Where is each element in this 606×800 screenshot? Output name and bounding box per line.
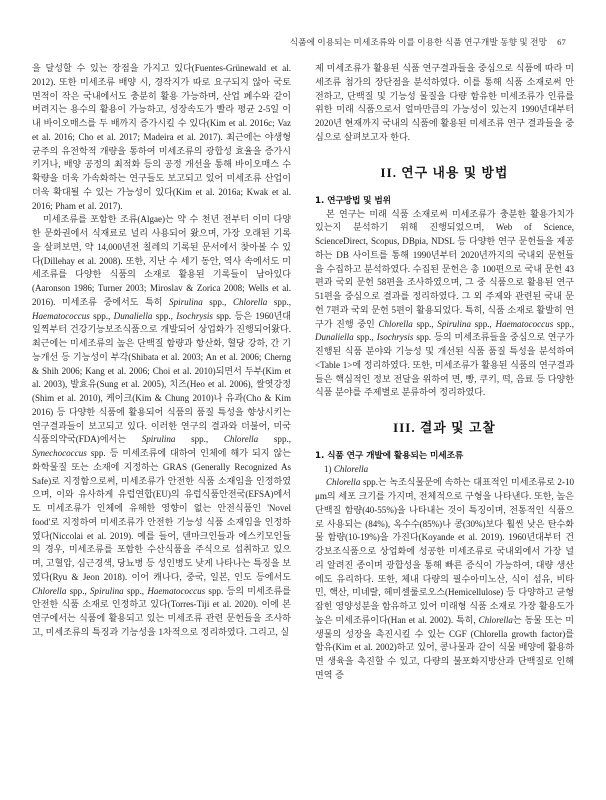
species-haematococcus: Haematococcus [32,310,90,321]
spp-sep-3: spp., [89,310,114,321]
species-haematococcus-method: Haematococcus [495,318,554,329]
species-chlorella-method: Chlorella [378,318,413,329]
spp-sep-2: spp., [267,296,291,307]
paragraph-chlorella-description [315,476,574,682]
species-isochrysis: Isochrysis [176,310,213,321]
spp-sep-6: spp., [258,434,291,445]
paragraph-algae-history [32,213,291,639]
paragraph-chlorella-text-a: spp.는 녹조식물문에 속하는 대표적인 미세조류로 2-10 μm의 세포 크기를 가지며, 전체적으로 구형을 나타낸다. 또한, 높은 단백질 함량(40-55%)을 나타내는 것이 특징이며, 전통적인 식품으로 사용되는 (84%), 옥수수(85%)나 콩(30%)보다 훨씬 낮은 탄수화물 함량(10-19%)을 가진다(Koyande et al. 2019). 1960년대부터 건강보조식품으로 상업화에 성공한 미세조류로 국내외에서 가장 널리 알려진 종이며 광합성을 통해 빠른 증식이 가능하여, 대량 생산에도 유리하다. 또한, 체내 다량의 필수아미노산, 식이 섬유, 비타민, 핵산, 미네랄, 헤미셀룰로오스(Hemicellulose) 등 다양하고 균형 잡힌 영양성분을 함유하고 있어 미래형 식품 소재로 가장 활용도가 높은 미세조류이다(Han et al. 2002). 특히, [315,477,574,625]
species-chlorella-intl: Chlorella [32,585,67,596]
spp-sep-m4: spp., [353,332,377,343]
spacer-before-section-2 [315,145,574,166]
spp-sep-m2: spp., [470,318,496,329]
spp-sep-1: spp., [202,296,233,307]
species-spirulina-fda: Spirulina [141,434,176,445]
paragraph-algae-history-text-a: 미세조류를 포함한 조류(Algae)는 약 수 천년 전부터 이미 다양한 문화권에서 식재료로 널리 사용되어 왔으며, 가장 오래된 기록을 살펴보면, 약 14,000년전 칠레의 기록된 문서에서 찾아볼 수 있다(Dillehay et al. 2008). 또한, 지난 수 세기 동안, 역사 속에서도 미세조류를 다양한 식품의 소재로 활용된 기록들이 남아있다(Aaronson 1986; Turner 2003; Miroslav & Zorica 2008; Wells et al. 2016). 미세조류 중에서도 특히 [32,214,291,307]
spp-sep-8: spp., [123,585,148,596]
paragraph-fda-gras-text: spp. 등 미세조류에 대하여 인체에 해가 되지 않는 화학물질 또는 소재에 지정하는 GRAS (Generally Recognized As Safe)로 지정함으로써, 미세조류가 안전한 식품 소재임을 인정하였으며, 이와 유사하게 유럽연합(EU)의 유럽식품안전국(EFSA)에서도 미세조류가 인체에 유해한 영향이 없는 안전식품인 'Novel food'로 지정하여 미세조류가 안전한 기능성 식품 소재임을 인정하였다(Niccolai et al. 2019). 예를 들어, 덴마크인들과 에스키모인들의 경우, 미세조류를 포함한 수산식품을 주식으로 섭취하고 있으며, 고혈압, 심근경색, 당뇨병 등 성인병도 낮게 나타나는 특징을 보였다(Ryu & Jeon 2018). 이어 캐나다, 중국, 일본, 인도 등에서도 [32,448,291,582]
running-header [40,36,566,48]
species-dunaliella-method: Dunaliella [315,332,354,343]
spacer-after-section-3 [315,435,574,450]
spp-sep-7: spp., [66,585,91,596]
right-column [315,62,574,683]
species-haematococcus-intl: Haematococcus [147,585,206,596]
subsection-heading-research-method: 1. 연구방법 및 범위 [315,195,391,206]
subsection-heading-microalgae-food-rnd: 1. 식품 연구 개발에 활용되는 미세조류 [315,451,464,461]
paragraph-closing-text: spp. 등의 미세조류를 안전한 식품 소재로 인정하고 있다(Torres-Tiji et al. 2020). 이에 본 연구에서는 식품에 활용되고 있는 미세조류 관련 문헌들을 조사하고, 미세조류의 특징과 기능성을 1차적으로 정리하였다. 그리고, 실 [32,585,291,637]
page-number: 67 [557,37,566,47]
running-header-title: 식품에 이용되는 미세조류와 이를 이용한 식품 연구개발 동향 및 전망 [289,37,548,47]
species-spirulina: Spirulina [169,296,203,307]
spp-sep-5: spp., [175,434,224,445]
spp-sep-4: spp., [152,310,177,321]
species-isochrysis-method: Isochrysis [376,332,414,343]
paragraph-algae-history-text-b: spp. 등은 1960년대 일찍부터 건강기능보조식품으로 개발되어 상업화가 진행되어왔다. 최근에는 미세조류의 높은 단백질 함량과 항산화, 혈당 강하, 간 기능개선 등 기능성이 부각(Shibata et al. 2003; An et al. 2006; Cherng & Shih 2006; Kang et al. 2006; Choi et al. 2010)되면서 두부(Kim et al. 2003), 발효유(Sung et al. 2005), 치즈(Heo et al. 2006), 쌀엿강정(Shim et al. 2010), 케이크(Kim & Chung 2010)나 유과(Cho & Kim 2016) 등 다양한 식품에 활용되어 식품의 품질 특성을 향상시키는 연구결과들이 보고되고 있다. 이러한 연구의 결과와 더불어, 미국 식품의약국(FDA)에서는 [32,310,291,445]
section-heading-3: III. 결과 및 고찰 [393,421,496,435]
species-chlorella-cgf: Chlorella [478,614,513,625]
paragraph-research-method [315,208,574,401]
subsubsection-species-name: Chlorella [333,464,369,474]
spacer-after-section-2 [315,180,574,195]
spacer-before-section-3 [315,400,574,421]
species-synechococcus-fda: Synechococcus [32,448,87,458]
spp-sep-m1: spp., [412,318,438,329]
species-spirulina-intl: Spirulina [90,585,124,596]
paragraph-intro-continued: 제 미세조류가 활용된 식품 연구결과들을 중심으로 식품에 따라 미세조류 첨가의 장단점을 분석하였다. 이를 통해 식품 소재로써 안전하고, 단백질 및 기능성 물질을 다량 함유한 미세조류가 인류를 위한 미래 식품으로서 얼마만큼의 가능성이 있는지 1990년대부터 2020년 현재까지 국내의 식품에 활용된 미세조류 연구 결과들을 중심으로 살펴보고자 한다. [315,63,574,142]
species-spirulina-method: Spirulina [437,318,471,329]
subsubsection-number: 1) [324,464,332,474]
paragraph-research-method-text-b: spp. 등의 미세조류들을 중심으로 연구가 진행된 식품 분야와 기능성 및 개선된 식품 품질 특성을 분석하여 <Table 1>에 정리하였다. 또한, 미세조류가 활용된 식품의 연구결과들은 핵심적인 정보 전달을 위하여 면, 빵, 쿠키, 떡, 음료 등 다양한 식품 분야를 주제별로 분류하여 정리하였다. [315,332,574,398]
paragraph-continued-from-previous-page: 을 달성할 수 있는 장점을 가지고 있다(Fuentes-Grünewald et al. 2012). 또한 미세조류 배양 시, 경작지가 따로 요구되지 않아 국토 면적이 작은 국내에서도 충분히 활용 가능하며, 산업 폐수와 같이 버려지는 용수의 활용이 가능하고, 성장속도가 빨라 평균 2-5일 이내 바이오매스를 두 배까지 증가시킬 수 있다(Kim et al. 2016c; Vaz et al. 2016; Cho et al. 2017; Madeira et al. 2017). 최근에는 야생형 균주의 유전학적 개량을 통하여 미세조류의 광합성 효율을 증가시키거나, 배양 공정의 최적화 등의 공정 개선을 통해 바이오매스 수확량을 더욱 가속화하는 연구들도 보고되고 있어 미세조류 산업이 더욱 확대될 수 있는 가능성이 있다(Kim et al. 2016a; Kwak et al. 2016; Pham et al. 2017). [32,63,291,211]
species-dunaliella: Dunaliella [113,310,153,321]
section-heading-2: II. 연구 내용 및 방법 [380,165,509,180]
species-chlorella-fda: Chlorella [223,434,259,445]
two-column-body [32,62,574,683]
species-chlorella-lead: Chlorella [326,477,361,488]
paragraph-chlorella-text-b: 는 동물 또는 미생물의 성장을 촉진시킬 수 있는 CGF (Chlorella growth factor)를 함유(Kim et al. 2002)하고 있어, 콩나물과 같이 식물 배양에 활용하면 생육을 촉진할 수 있고, 다량의 불포화지방산과 단백질로 인해 면역 증 [315,614,574,680]
species-chlorella: Chlorella [232,296,268,307]
paragraph-research-method-text-a: 본 연구는 미래 식품 소재로써 미세조류가 충분한 활용가치가 있는지 분석하기 위해 진행되었으며, Web of Science, ScienceDirect, Scopus, DBpia, NDSL 등 다양한 연구 문헌들을 제공하는 DB 사이트를 통해 1990년부터 2020년까지의 국내외 문헌들을 수집하고 분석하였다. 수집된 문헌은 총 100편으로 국내 문헌 43편과 국외 문헌 58편을 조사하였으며, 그 중 식품으로 활용된 연구 51편을 중심으로 결과를 정리하였다. 그 외 주제와 관련된 국내 문헌 7편과 국외 문헌 5편이 활용되었다. 특히, 식품 소재로 활발히 연구가 진행 중인 [315,208,574,329]
left-column [32,62,291,683]
subsubsection-heading-chlorella [324,463,574,476]
spp-sep-m3: spp., [553,318,574,329]
